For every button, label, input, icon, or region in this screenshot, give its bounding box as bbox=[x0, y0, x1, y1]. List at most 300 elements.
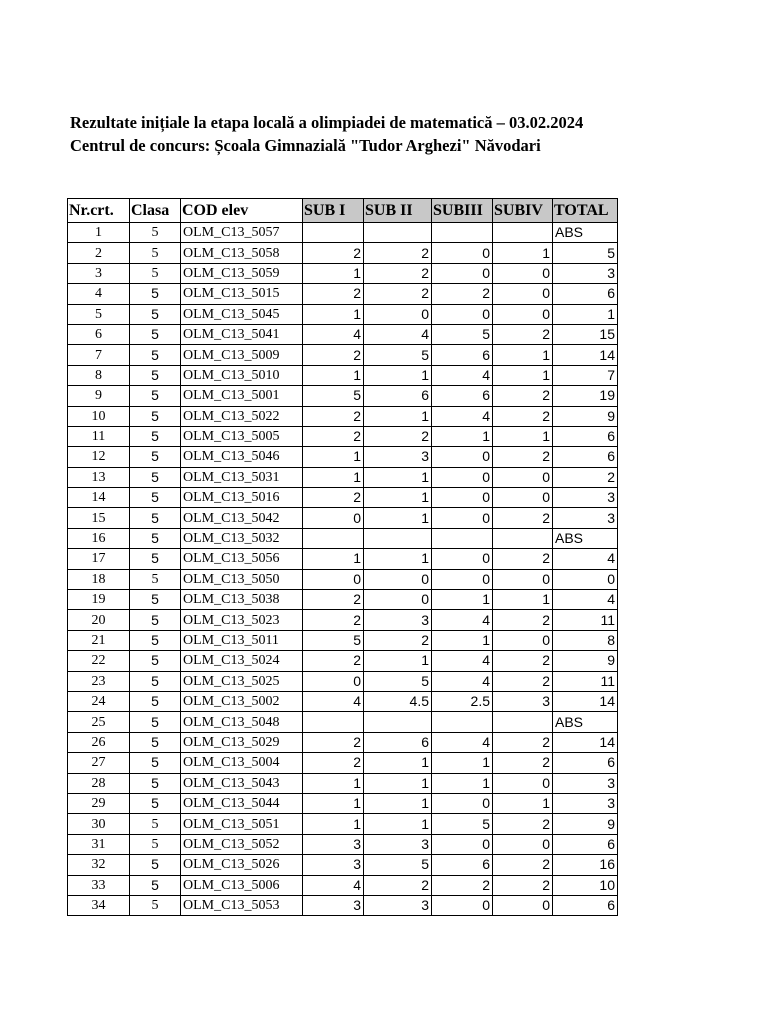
cell-total: 3 bbox=[553, 793, 618, 813]
cell-clasa: 5 bbox=[130, 732, 181, 752]
cell-sub-iv: 1 bbox=[493, 793, 553, 813]
cell-cod-elev: OLM_C13_5011 bbox=[181, 630, 303, 650]
cell-total: 9 bbox=[553, 814, 618, 834]
header-total: TOTAL bbox=[553, 199, 618, 223]
cell-sub-ii bbox=[364, 528, 432, 548]
cell-sub-ii: 5 bbox=[364, 345, 432, 365]
cell-sub-i: 2 bbox=[303, 345, 364, 365]
cell-sub-iv: 2 bbox=[493, 855, 553, 875]
cell-sub-iii: 6 bbox=[432, 855, 493, 875]
cell-sub-i: 0 bbox=[303, 569, 364, 589]
cell-clasa: 5 bbox=[130, 569, 181, 589]
cell-sub-iv: 1 bbox=[493, 590, 553, 610]
cell-sub-iii: 1 bbox=[432, 590, 493, 610]
cell-sub-i: 2 bbox=[303, 590, 364, 610]
cell-sub-i: 1 bbox=[303, 263, 364, 283]
cell-clasa: 5 bbox=[130, 671, 181, 691]
cell-nr-crt: 8 bbox=[68, 365, 130, 385]
cell-total: 6 bbox=[553, 284, 618, 304]
cell-sub-i: 2 bbox=[303, 732, 364, 752]
cell-nr-crt: 1 bbox=[68, 223, 130, 243]
cell-sub-iv bbox=[493, 528, 553, 548]
cell-clasa: 5 bbox=[130, 590, 181, 610]
cell-sub-iv: 0 bbox=[493, 569, 553, 589]
cell-clasa: 5 bbox=[130, 528, 181, 548]
cell-sub-i: 2 bbox=[303, 488, 364, 508]
cell-nr-crt: 16 bbox=[68, 528, 130, 548]
cell-total: 14 bbox=[553, 732, 618, 752]
cell-clasa: 5 bbox=[130, 345, 181, 365]
header-sub-iv: SUBIV bbox=[493, 199, 553, 223]
cell-sub-iv: 2 bbox=[493, 814, 553, 834]
header-sub-ii: SUB II bbox=[364, 199, 432, 223]
cell-sub-iii: 0 bbox=[432, 488, 493, 508]
cell-sub-iii: 0 bbox=[432, 549, 493, 569]
cell-total: 11 bbox=[553, 671, 618, 691]
cell-clasa: 5 bbox=[130, 875, 181, 895]
cell-sub-ii: 3 bbox=[364, 610, 432, 630]
cell-nr-crt: 2 bbox=[68, 243, 130, 263]
cell-sub-ii: 0 bbox=[364, 569, 432, 589]
cell-sub-i: 4 bbox=[303, 691, 364, 711]
cell-clasa: 5 bbox=[130, 284, 181, 304]
table-row bbox=[68, 508, 618, 528]
cell-sub-i: 0 bbox=[303, 671, 364, 691]
cell-sub-iv: 0 bbox=[493, 284, 553, 304]
cell-total: 3 bbox=[553, 263, 618, 283]
cell-cod-elev: OLM_C13_5044 bbox=[181, 793, 303, 813]
cell-cod-elev: OLM_C13_5048 bbox=[181, 712, 303, 732]
cell-sub-iv: 2 bbox=[493, 324, 553, 344]
table-row bbox=[68, 834, 618, 854]
cell-cod-elev: OLM_C13_5038 bbox=[181, 590, 303, 610]
cell-sub-iv: 2 bbox=[493, 447, 553, 467]
cell-clasa: 5 bbox=[130, 365, 181, 385]
cell-total: ABS bbox=[553, 712, 618, 732]
cell-sub-ii: 0 bbox=[364, 304, 432, 324]
cell-clasa: 5 bbox=[130, 651, 181, 671]
cell-total: 8 bbox=[553, 630, 618, 650]
cell-sub-iv: 3 bbox=[493, 691, 553, 711]
cell-sub-i: 1 bbox=[303, 447, 364, 467]
document-title: Rezultate inițiale la etapa locală a olimpiadei de matematică – 03.02.2024 bbox=[70, 113, 584, 132]
cell-sub-ii: 5 bbox=[364, 855, 432, 875]
cell-nr-crt: 13 bbox=[68, 467, 130, 487]
cell-sub-i: 1 bbox=[303, 549, 364, 569]
cell-cod-elev: OLM_C13_5056 bbox=[181, 549, 303, 569]
table-row bbox=[68, 406, 618, 426]
header-nr-crt: Nr.crt. bbox=[68, 199, 130, 223]
cell-sub-iii: 1 bbox=[432, 630, 493, 650]
cell-cod-elev: OLM_C13_5045 bbox=[181, 304, 303, 324]
table-row bbox=[68, 793, 618, 813]
cell-clasa: 5 bbox=[130, 712, 181, 732]
cell-nr-crt: 18 bbox=[68, 569, 130, 589]
cell-nr-crt: 24 bbox=[68, 691, 130, 711]
cell-sub-iii: 2 bbox=[432, 875, 493, 895]
cell-sub-iv: 1 bbox=[493, 243, 553, 263]
cell-sub-ii bbox=[364, 712, 432, 732]
cell-sub-iv: 0 bbox=[493, 304, 553, 324]
cell-sub-iv: 2 bbox=[493, 549, 553, 569]
cell-sub-i: 1 bbox=[303, 365, 364, 385]
cell-nr-crt: 5 bbox=[68, 304, 130, 324]
cell-sub-iv: 2 bbox=[493, 875, 553, 895]
cell-sub-iii: 4 bbox=[432, 671, 493, 691]
table-row bbox=[68, 488, 618, 508]
cell-nr-crt: 27 bbox=[68, 753, 130, 773]
table-row bbox=[68, 671, 618, 691]
cell-cod-elev: OLM_C13_5029 bbox=[181, 732, 303, 752]
cell-clasa: 5 bbox=[130, 773, 181, 793]
cell-total: 3 bbox=[553, 508, 618, 528]
cell-cod-elev: OLM_C13_5026 bbox=[181, 855, 303, 875]
cell-nr-crt: 19 bbox=[68, 590, 130, 610]
cell-sub-iii: 0 bbox=[432, 243, 493, 263]
table-row bbox=[68, 549, 618, 569]
cell-cod-elev: OLM_C13_5041 bbox=[181, 324, 303, 344]
header-clasa: Clasa bbox=[130, 199, 181, 223]
cell-cod-elev: OLM_C13_5042 bbox=[181, 508, 303, 528]
cell-total: 4 bbox=[553, 549, 618, 569]
cell-sub-ii: 3 bbox=[364, 895, 432, 915]
cell-sub-iv: 2 bbox=[493, 651, 553, 671]
cell-sub-i: 2 bbox=[303, 753, 364, 773]
table-row bbox=[68, 386, 618, 406]
table-row bbox=[68, 243, 618, 263]
cell-clasa: 5 bbox=[130, 549, 181, 569]
cell-sub-ii: 1 bbox=[364, 365, 432, 385]
table-row bbox=[68, 569, 618, 589]
cell-total: 2 bbox=[553, 467, 618, 487]
cell-sub-i: 0 bbox=[303, 508, 364, 528]
cell-nr-crt: 7 bbox=[68, 345, 130, 365]
cell-total: ABS bbox=[553, 528, 618, 548]
cell-sub-iii: 0 bbox=[432, 304, 493, 324]
cell-sub-ii: 6 bbox=[364, 386, 432, 406]
cell-cod-elev: OLM_C13_5015 bbox=[181, 284, 303, 304]
table-row bbox=[68, 426, 618, 446]
table-row bbox=[68, 365, 618, 385]
cell-clasa: 5 bbox=[130, 447, 181, 467]
cell-total: 6 bbox=[553, 753, 618, 773]
header-sub-i: SUB I bbox=[303, 199, 364, 223]
cell-total: 9 bbox=[553, 406, 618, 426]
cell-nr-crt: 20 bbox=[68, 610, 130, 630]
cell-clasa: 5 bbox=[130, 406, 181, 426]
cell-sub-iii: 4 bbox=[432, 365, 493, 385]
cell-nr-crt: 10 bbox=[68, 406, 130, 426]
cell-sub-i bbox=[303, 528, 364, 548]
cell-cod-elev: OLM_C13_5004 bbox=[181, 753, 303, 773]
cell-cod-elev: OLM_C13_5009 bbox=[181, 345, 303, 365]
cell-sub-i: 2 bbox=[303, 406, 364, 426]
cell-clasa: 5 bbox=[130, 467, 181, 487]
cell-sub-iii bbox=[432, 712, 493, 732]
table-row bbox=[68, 732, 618, 752]
cell-nr-crt: 12 bbox=[68, 447, 130, 467]
cell-nr-crt: 25 bbox=[68, 712, 130, 732]
cell-sub-iv: 2 bbox=[493, 508, 553, 528]
cell-clasa: 5 bbox=[130, 834, 181, 854]
cell-nr-crt: 32 bbox=[68, 855, 130, 875]
cell-nr-crt: 28 bbox=[68, 773, 130, 793]
cell-sub-iii bbox=[432, 528, 493, 548]
cell-clasa: 5 bbox=[130, 753, 181, 773]
cell-cod-elev: OLM_C13_5006 bbox=[181, 875, 303, 895]
table-row bbox=[68, 528, 618, 548]
cell-sub-iii: 0 bbox=[432, 263, 493, 283]
cell-nr-crt: 34 bbox=[68, 895, 130, 915]
cell-clasa: 5 bbox=[130, 793, 181, 813]
cell-sub-ii: 4 bbox=[364, 324, 432, 344]
results-table bbox=[67, 198, 618, 916]
cell-sub-iv: 1 bbox=[493, 345, 553, 365]
cell-total: ABS bbox=[553, 223, 618, 243]
cell-cod-elev: OLM_C13_5001 bbox=[181, 386, 303, 406]
cell-sub-i: 1 bbox=[303, 304, 364, 324]
cell-nr-crt: 11 bbox=[68, 426, 130, 446]
cell-clasa: 5 bbox=[130, 814, 181, 834]
cell-sub-iii: 6 bbox=[432, 345, 493, 365]
cell-sub-iii: 5 bbox=[432, 814, 493, 834]
cell-clasa: 5 bbox=[130, 895, 181, 915]
cell-sub-ii: 3 bbox=[364, 834, 432, 854]
header-cod-elev: COD elev bbox=[181, 199, 303, 223]
table-row bbox=[68, 855, 618, 875]
cell-sub-ii: 2 bbox=[364, 284, 432, 304]
cell-total: 3 bbox=[553, 488, 618, 508]
cell-sub-ii: 4.5 bbox=[364, 691, 432, 711]
cell-sub-iii: 1 bbox=[432, 753, 493, 773]
table-row bbox=[68, 630, 618, 650]
table-row bbox=[68, 691, 618, 711]
cell-sub-iv: 0 bbox=[493, 488, 553, 508]
table-row bbox=[68, 467, 618, 487]
cell-sub-iii: 2 bbox=[432, 284, 493, 304]
cell-sub-i bbox=[303, 223, 364, 243]
cell-sub-i: 2 bbox=[303, 426, 364, 446]
cell-nr-crt: 6 bbox=[68, 324, 130, 344]
cell-sub-i: 1 bbox=[303, 814, 364, 834]
cell-cod-elev: OLM_C13_5052 bbox=[181, 834, 303, 854]
table-row bbox=[68, 895, 618, 915]
cell-sub-iii: 1 bbox=[432, 426, 493, 446]
document-heading bbox=[70, 111, 583, 157]
cell-clasa: 5 bbox=[130, 426, 181, 446]
table-row bbox=[68, 304, 618, 324]
cell-sub-ii: 2 bbox=[364, 263, 432, 283]
table-row bbox=[68, 651, 618, 671]
cell-sub-i: 1 bbox=[303, 793, 364, 813]
table-row bbox=[68, 223, 618, 243]
cell-clasa: 5 bbox=[130, 304, 181, 324]
cell-sub-iii: 4 bbox=[432, 651, 493, 671]
cell-sub-ii: 6 bbox=[364, 732, 432, 752]
cell-sub-ii: 1 bbox=[364, 793, 432, 813]
cell-sub-iv: 2 bbox=[493, 610, 553, 630]
cell-sub-ii: 1 bbox=[364, 753, 432, 773]
cell-sub-ii: 1 bbox=[364, 549, 432, 569]
cell-sub-ii: 1 bbox=[364, 814, 432, 834]
cell-sub-ii: 1 bbox=[364, 651, 432, 671]
cell-total: 6 bbox=[553, 834, 618, 854]
table-row bbox=[68, 610, 618, 630]
cell-cod-elev: OLM_C13_5053 bbox=[181, 895, 303, 915]
cell-clasa: 5 bbox=[130, 610, 181, 630]
cell-nr-crt: 17 bbox=[68, 549, 130, 569]
cell-nr-crt: 26 bbox=[68, 732, 130, 752]
cell-sub-iii: 4 bbox=[432, 406, 493, 426]
table-row bbox=[68, 284, 618, 304]
cell-sub-ii: 2 bbox=[364, 243, 432, 263]
cell-sub-iii bbox=[432, 223, 493, 243]
cell-nr-crt: 23 bbox=[68, 671, 130, 691]
cell-sub-i: 4 bbox=[303, 324, 364, 344]
cell-sub-i: 3 bbox=[303, 834, 364, 854]
cell-total: 15 bbox=[553, 324, 618, 344]
cell-sub-ii bbox=[364, 223, 432, 243]
cell-total: 6 bbox=[553, 447, 618, 467]
cell-total: 4 bbox=[553, 590, 618, 610]
cell-sub-iii: 1 bbox=[432, 773, 493, 793]
cell-clasa: 5 bbox=[130, 223, 181, 243]
cell-sub-iii: 4 bbox=[432, 732, 493, 752]
table-row bbox=[68, 263, 618, 283]
cell-sub-ii: 0 bbox=[364, 590, 432, 610]
cell-sub-i: 5 bbox=[303, 630, 364, 650]
table-row bbox=[68, 324, 618, 344]
cell-sub-iv: 2 bbox=[493, 406, 553, 426]
cell-sub-ii: 3 bbox=[364, 447, 432, 467]
cell-sub-iv bbox=[493, 223, 553, 243]
cell-nr-crt: 15 bbox=[68, 508, 130, 528]
cell-sub-ii: 1 bbox=[364, 488, 432, 508]
cell-nr-crt: 3 bbox=[68, 263, 130, 283]
cell-clasa: 5 bbox=[130, 324, 181, 344]
cell-sub-iv: 0 bbox=[493, 263, 553, 283]
cell-sub-iii: 0 bbox=[432, 895, 493, 915]
cell-sub-ii: 5 bbox=[364, 671, 432, 691]
table-row bbox=[68, 590, 618, 610]
cell-sub-i: 3 bbox=[303, 855, 364, 875]
cell-sub-iii: 4 bbox=[432, 610, 493, 630]
cell-clasa: 5 bbox=[130, 630, 181, 650]
header-row bbox=[68, 199, 618, 223]
cell-cod-elev: OLM_C13_5046 bbox=[181, 447, 303, 467]
cell-sub-i: 1 bbox=[303, 773, 364, 793]
table-row bbox=[68, 712, 618, 732]
cell-total: 10 bbox=[553, 875, 618, 895]
cell-cod-elev: OLM_C13_5051 bbox=[181, 814, 303, 834]
cell-clasa: 5 bbox=[130, 691, 181, 711]
cell-clasa: 5 bbox=[130, 386, 181, 406]
cell-total: 14 bbox=[553, 345, 618, 365]
cell-sub-iii: 0 bbox=[432, 834, 493, 854]
cell-cod-elev: OLM_C13_5005 bbox=[181, 426, 303, 446]
cell-nr-crt: 30 bbox=[68, 814, 130, 834]
cell-cod-elev: OLM_C13_5058 bbox=[181, 243, 303, 263]
cell-clasa: 5 bbox=[130, 263, 181, 283]
cell-sub-i bbox=[303, 712, 364, 732]
cell-total: 11 bbox=[553, 610, 618, 630]
cell-cod-elev: OLM_C13_5059 bbox=[181, 263, 303, 283]
cell-cod-elev: OLM_C13_5032 bbox=[181, 528, 303, 548]
cell-total: 16 bbox=[553, 855, 618, 875]
cell-total: 0 bbox=[553, 569, 618, 589]
cell-total: 9 bbox=[553, 651, 618, 671]
cell-nr-crt: 14 bbox=[68, 488, 130, 508]
cell-total: 14 bbox=[553, 691, 618, 711]
table-row bbox=[68, 814, 618, 834]
cell-sub-iv: 1 bbox=[493, 426, 553, 446]
cell-sub-i: 1 bbox=[303, 467, 364, 487]
cell-nr-crt: 4 bbox=[68, 284, 130, 304]
header-sub-iii: SUBIII bbox=[432, 199, 493, 223]
cell-nr-crt: 29 bbox=[68, 793, 130, 813]
cell-sub-ii: 2 bbox=[364, 875, 432, 895]
cell-sub-ii: 1 bbox=[364, 508, 432, 528]
table-row bbox=[68, 773, 618, 793]
cell-sub-iv: 2 bbox=[493, 753, 553, 773]
cell-sub-iv: 0 bbox=[493, 895, 553, 915]
cell-sub-iii: 2.5 bbox=[432, 691, 493, 711]
cell-cod-elev: OLM_C13_5050 bbox=[181, 569, 303, 589]
cell-sub-iii: 0 bbox=[432, 793, 493, 813]
cell-nr-crt: 9 bbox=[68, 386, 130, 406]
cell-sub-iv: 0 bbox=[493, 467, 553, 487]
results-body bbox=[68, 223, 618, 916]
cell-cod-elev: OLM_C13_5057 bbox=[181, 223, 303, 243]
cell-cod-elev: OLM_C13_5031 bbox=[181, 467, 303, 487]
cell-nr-crt: 22 bbox=[68, 651, 130, 671]
cell-total: 6 bbox=[553, 426, 618, 446]
cell-cod-elev: OLM_C13_5010 bbox=[181, 365, 303, 385]
cell-nr-crt: 33 bbox=[68, 875, 130, 895]
cell-sub-ii: 2 bbox=[364, 426, 432, 446]
cell-sub-iv: 0 bbox=[493, 834, 553, 854]
cell-sub-ii: 2 bbox=[364, 630, 432, 650]
cell-cod-elev: OLM_C13_5022 bbox=[181, 406, 303, 426]
cell-clasa: 5 bbox=[130, 488, 181, 508]
cell-nr-crt: 31 bbox=[68, 834, 130, 854]
cell-sub-iv: 0 bbox=[493, 773, 553, 793]
cell-total: 19 bbox=[553, 386, 618, 406]
cell-cod-elev: OLM_C13_5002 bbox=[181, 691, 303, 711]
cell-sub-ii: 1 bbox=[364, 773, 432, 793]
cell-total: 1 bbox=[553, 304, 618, 324]
cell-cod-elev: OLM_C13_5023 bbox=[181, 610, 303, 630]
cell-sub-i: 2 bbox=[303, 610, 364, 630]
cell-sub-ii: 1 bbox=[364, 406, 432, 426]
cell-sub-i: 2 bbox=[303, 243, 364, 263]
cell-sub-i: 4 bbox=[303, 875, 364, 895]
cell-clasa: 5 bbox=[130, 855, 181, 875]
cell-cod-elev: OLM_C13_5024 bbox=[181, 651, 303, 671]
cell-sub-iii: 0 bbox=[432, 467, 493, 487]
cell-total: 7 bbox=[553, 365, 618, 385]
table-row bbox=[68, 345, 618, 365]
contest-center: Centrul de concurs: Școala Gimnazială "Tudor Arghezi" Năvodari bbox=[70, 136, 541, 155]
table-row bbox=[68, 753, 618, 773]
cell-sub-iv bbox=[493, 712, 553, 732]
cell-sub-iii: 6 bbox=[432, 386, 493, 406]
cell-sub-iv: 0 bbox=[493, 630, 553, 650]
cell-sub-iv: 2 bbox=[493, 386, 553, 406]
table-row bbox=[68, 875, 618, 895]
cell-sub-iv: 2 bbox=[493, 732, 553, 752]
cell-sub-iii: 5 bbox=[432, 324, 493, 344]
